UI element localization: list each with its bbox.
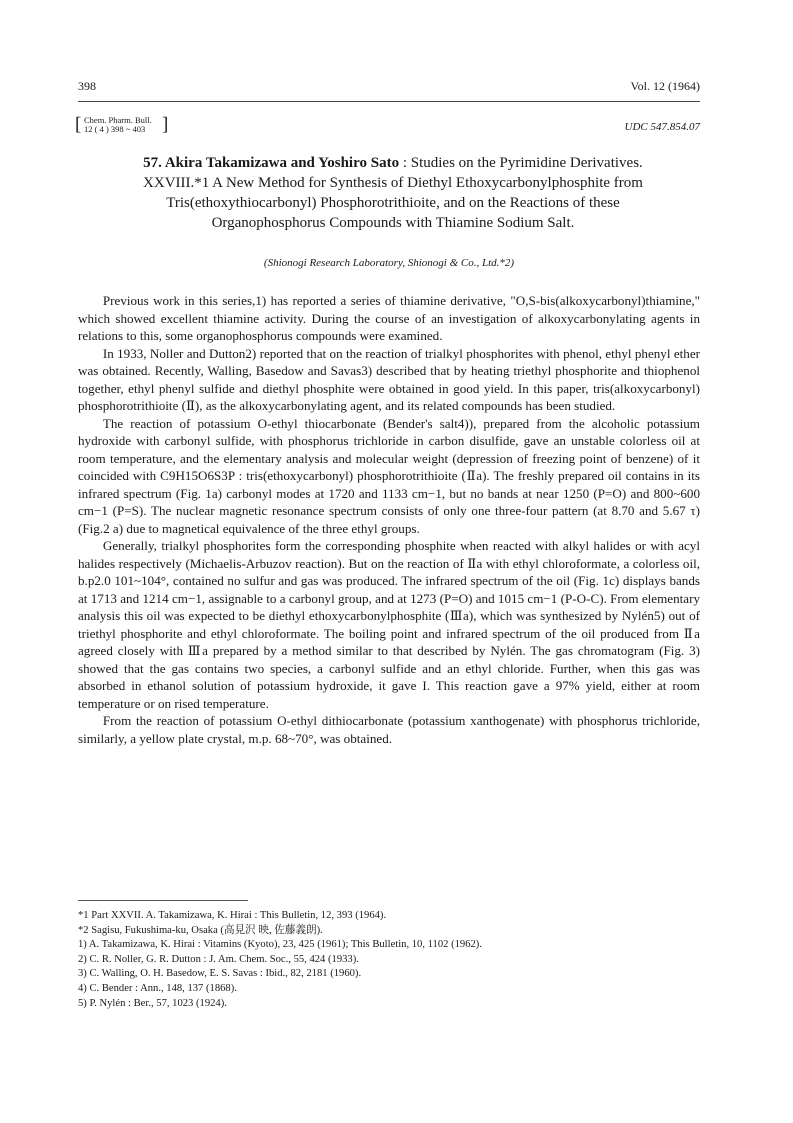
citation-bracket-right: ] [162,114,169,135]
citation-bracket-left: [ [75,114,82,135]
footnote: 4) C. Bender : Ann., 148, 137 (1868). [78,982,237,994]
footnote-rule [78,900,248,901]
page-number: 398 [78,79,96,93]
paragraph-4: Generally, trialkyl phosphorites form the corresponding phosphite when reacted with alkyl halides or with acyl halides respectively (Michaelis-Arbuzov reaction). But on the reaction of Ⅱa with ethyl chloroformate, a colorless oil, b.p2.0 101~104°, contained no sulfur and gas was produced. The infrared spectrum of the oil (Fig. 1c) displays bands at 1713 and 1214 cm−1, assignable to a carbonyl group, and at 1273 (P=O) and 1015 cm−1 (P-O-C). From elementary analysis this oil was expected to be diethyl ethoxycarbonylphosphite (Ⅲa), which was synthesized by Nylén5) out of triethyl phosphorite and ethyl chloroformate. The boiling point and infrared spectrum of the oil produced from Ⅱa agreed closely with Ⅲa prepared by a method similar to that described by Nylén. The gas chromatogram (Fig. 3) showed that the gas contains two species, a carbonyl sulfide and an ethyl chloride. Further, when this gas was absorbed in ethanol solution of potassium hydroxide, it gave I. This reaction gave a 97% yield, either at room temperature or on rised temperature. [78,538,700,711]
affiliation: (Shionogi Research Laboratory, Shionogi & Co., Ltd.*2) [263,257,515,269]
article-number-authors: 57. Akira Takamizawa and Yoshiro Sato [143,155,400,171]
journal-page [75,0,700,1123]
footnote: *2 Sagisu, Fukushima-ku, Osaka (高見沢 映, 佐藤義朗). [78,924,323,936]
header-rule [78,101,700,102]
paragraph-1: Previous work in this series,1) has reported a series of thiamine derivative, "O,S-bis(alkoxycarbonyl)thiamine," which showed excellent thiamine activity. During the course of an investigation of alkoxycarbonylating agents in relations to this, some organophosphorus compounds were examined. [78,293,700,343]
citation-issue: 12 ( 4 ) 398 ~ 403 [84,124,146,134]
running-header [78,79,700,95]
footnote: 3) C. Walling, O. H. Basedow, E. S. Savas : Ibid., 82, 2181 (1960). [78,968,362,980]
article-body [78,292,700,747]
volume-label: Vol. 12 (1964) [630,79,700,93]
footnote: *1 Part XXVII. A. Takamizawa, K. Hirai : This Bulletin, 12, 393 (1964). [78,910,387,921]
footnotes [78,909,700,1011]
paragraph-3: The reaction of potassium O-ethyl thiocarbonate (Bender's salt4)), prepared from the alcoholic potassium hydroxide with carbonyl sulfide, with phosphorus trichloride in carbon disulfide, gave an unstable colorless oil at room temperature, and the elementary analysis and molecular weight (depression of freezing point of benzene) of it coincided with C9H15O6S3P : tris(ethoxycarbonyl) phosphorotrithioite (Ⅱa). The freshly prepared oil contains in its infrared spectrum (Fig. 1a) carbonyl modes at 1720 and 1133 cm−1, but no bands at near 1250 (P=O) and 800~600 cm−1 (P=S). The nuclear magnetic resonance spectrum consists of only one three-four pattern (at 8.70 and 5.67 τ) (Fig.2 a) due to magnetical equivalence of the three ethyl groups. [78,415,700,536]
citation-journal: Chem. Pharm. Bull. [84,115,152,125]
paragraph-5: From the reaction of potassium O-ethyl dithiocarbonate (potassium xanthogenate) with phosphorus trichloride, similarly, a yellow plate crystal, m.p. 68~70°, was obtained. [78,713,700,746]
article-title [138,153,648,233]
footnote: 5) P. Nylén : Ber., 57, 1023 (1924). [78,997,227,1009]
footnote: 1) A. Takamizawa, K. Hirai : Vitamins (Kyoto), 23, 425 (1961); This Bulletin, 10, 1102 (1962). [78,939,482,951]
article-title-text: : Studies on the Pyrimidine Derivatives. XXVIII.*1 A New Method for Synthesis of Diethyl Ethoxycarbonylphosphite from Tris(ethoxythiocarbonyl) Phosphorotrithioite, and on the Reactions of these Organophosphorus Compounds with Thiamine Sodium Salt. [143,155,643,231]
footnote: 2) C. R. Noller, G. R. Dutton : J. Am. Chem. Soc., 55, 424 (1933). [78,953,359,965]
paragraph-2: In 1933, Noller and Dutton2) reported that on the reaction of trialkyl phosphorites with phenol, ethyl phenyl ether was obtained. Recently, Walling, Basedow and Savas3) described that by heating triethyl phosphorite and thiophenol together, ethyl phenyl sulfide and diethyl phosphite were obtained in good yield. In this paper, tris(alkoxycarbonyl) phosphorotrithioite (Ⅱ), as the alkoxycarbonylating agent, and its related compounds has been studied. [78,345,700,413]
udc-code: UDC 547.854.07 [624,121,700,133]
